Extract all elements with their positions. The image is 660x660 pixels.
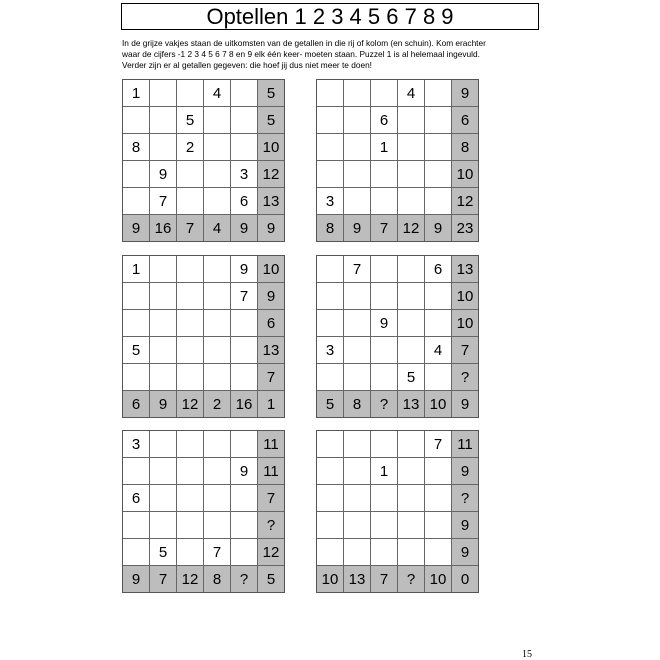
grid-cell[interactable]	[204, 512, 230, 538]
sum-cell: 9	[258, 215, 284, 241]
sum-cell: 6	[123, 391, 149, 417]
sum-cell: 5	[258, 80, 284, 106]
grid-cell[interactable]	[398, 310, 424, 336]
sum-cell: 7	[371, 215, 397, 241]
grid-cell[interactable]	[317, 161, 343, 187]
grid-cell[interactable]	[398, 161, 424, 187]
sum-cell: 9	[123, 566, 149, 592]
sum-cell: 13	[258, 337, 284, 363]
grid-cell[interactable]	[150, 512, 176, 538]
instruction-line: waar de cijfers -1 2 3 4 5 6 7 8 en 9 elk één keer- moeten staan. Puzzel 1 is al helemaal ingevuld.	[122, 49, 480, 59]
grid-cell[interactable]	[204, 485, 230, 511]
grid-cell[interactable]	[150, 458, 176, 484]
sum-cell: 7	[371, 566, 397, 592]
sum-cell: 6	[258, 310, 284, 336]
sum-cell: 9	[452, 539, 478, 565]
grid-cell[interactable]	[371, 337, 397, 363]
sum-cell: 9	[452, 80, 478, 106]
sum-cell: 0	[452, 566, 478, 592]
grid-cell[interactable]	[344, 539, 370, 565]
grid-cell[interactable]	[317, 539, 343, 565]
instruction-line: Verder zijn er al getallen gegeven: die hoef jij dus niet meer te doen!	[122, 60, 372, 70]
sum-cell: 8	[344, 391, 370, 417]
sum-cell: 9	[452, 458, 478, 484]
grid-cell[interactable]	[123, 512, 149, 538]
grid-cell[interactable]	[344, 161, 370, 187]
sum-cell: 9	[452, 512, 478, 538]
grid-cell[interactable]	[204, 337, 230, 363]
grid-cell[interactable]	[177, 458, 203, 484]
grid-cell[interactable]	[150, 431, 176, 457]
grid-cell[interactable]	[371, 188, 397, 214]
grid-cell[interactable]: 5	[150, 539, 176, 565]
grid-cell[interactable]	[425, 539, 451, 565]
grid-cell[interactable]	[344, 188, 370, 214]
page-title: Optellen 1 2 3 4 5 6 7 8 9	[121, 3, 539, 30]
grid-cell[interactable]	[371, 283, 397, 309]
grid-cell[interactable]	[398, 134, 424, 160]
grid-cell[interactable]	[425, 188, 451, 214]
grid-cell[interactable]	[150, 256, 176, 282]
sum-cell: 11	[258, 431, 284, 457]
grid-cell[interactable]: 1	[371, 458, 397, 484]
sum-cell: 5	[258, 107, 284, 133]
grid-cell[interactable]	[317, 107, 343, 133]
grid-cell[interactable]	[231, 539, 257, 565]
grid-cell[interactable]	[177, 364, 203, 390]
grid-cell[interactable]	[425, 512, 451, 538]
grid-cell[interactable]	[371, 485, 397, 511]
grid-cell[interactable]	[317, 134, 343, 160]
grid-cell[interactable]	[344, 431, 370, 457]
grid-cell[interactable]	[398, 431, 424, 457]
grid-cell[interactable]	[204, 161, 230, 187]
grid-cell[interactable]: 4	[398, 80, 424, 106]
grid-cell[interactable]	[177, 539, 203, 565]
grid-cell[interactable]	[344, 485, 370, 511]
sum-cell: 9	[425, 215, 451, 241]
sum-cell: ?	[371, 391, 397, 417]
grid-cell[interactable]	[398, 539, 424, 565]
grid-cell[interactable]: 2	[177, 134, 203, 160]
grid-cell[interactable]	[231, 431, 257, 457]
grid-cell[interactable]	[398, 458, 424, 484]
sum-cell: ?	[231, 566, 257, 592]
grid-cell[interactable]: 6	[371, 107, 397, 133]
puzzle-3	[122, 255, 285, 418]
sum-cell: 7	[452, 337, 478, 363]
grid-cell[interactable]: 1	[123, 256, 149, 282]
sum-cell: 12	[177, 566, 203, 592]
sum-cell: 7	[258, 364, 284, 390]
grid-cell[interactable]: 6	[123, 485, 149, 511]
sum-cell: 6	[452, 107, 478, 133]
grid-cell[interactable]: 7	[231, 283, 257, 309]
sum-cell: 8	[204, 566, 230, 592]
sum-cell: 9	[452, 391, 478, 417]
grid-cell[interactable]	[344, 364, 370, 390]
sum-cell: 9	[150, 391, 176, 417]
sum-cell: 9	[231, 215, 257, 241]
sum-cell: 8	[452, 134, 478, 160]
grid-cell[interactable]	[371, 80, 397, 106]
puzzle-5	[122, 430, 285, 593]
sum-cell: ?	[452, 364, 478, 390]
puzzle-4	[316, 255, 479, 418]
sum-cell: 13	[258, 188, 284, 214]
grid-cell[interactable]	[317, 310, 343, 336]
grid-cell[interactable]	[344, 80, 370, 106]
grid-cell[interactable]	[204, 107, 230, 133]
grid-cell[interactable]	[317, 283, 343, 309]
grid-cell[interactable]: 4	[425, 337, 451, 363]
grid-cell[interactable]: 3	[317, 188, 343, 214]
grid-cell[interactable]: 6	[231, 188, 257, 214]
sum-cell: ?	[398, 566, 424, 592]
grid-cell[interactable]: 5	[177, 107, 203, 133]
sum-cell: 7	[258, 485, 284, 511]
sum-cell: 16	[150, 215, 176, 241]
sum-cell: 10	[452, 283, 478, 309]
sum-cell: ?	[258, 512, 284, 538]
sum-cell: 10	[258, 134, 284, 160]
sum-cell: 7	[177, 215, 203, 241]
grid-cell[interactable]	[150, 80, 176, 106]
sum-cell: 10	[317, 566, 343, 592]
sum-cell: 9	[344, 215, 370, 241]
grid-cell[interactable]: 1	[371, 134, 397, 160]
grid-cell[interactable]	[204, 256, 230, 282]
grid-cell[interactable]	[204, 458, 230, 484]
grid-cell[interactable]: 9	[231, 256, 257, 282]
sum-cell: 12	[177, 391, 203, 417]
grid-cell[interactable]: 9	[231, 458, 257, 484]
grid-cell[interactable]	[231, 107, 257, 133]
sum-cell: 8	[317, 215, 343, 241]
grid-cell[interactable]: 5	[123, 337, 149, 363]
grid-cell[interactable]	[425, 283, 451, 309]
grid-cell[interactable]	[371, 256, 397, 282]
grid-cell[interactable]	[344, 512, 370, 538]
grid-cell[interactable]: 3	[317, 337, 343, 363]
grid-cell[interactable]	[231, 512, 257, 538]
sum-cell: 23	[452, 215, 478, 241]
sum-cell: 5	[258, 566, 284, 592]
sum-cell: 11	[452, 431, 478, 457]
page-number: 15	[522, 649, 532, 660]
grid-cell[interactable]	[204, 364, 230, 390]
grid-cell[interactable]	[123, 458, 149, 484]
grid-cell[interactable]: 3	[231, 161, 257, 187]
grid-cell[interactable]	[177, 485, 203, 511]
grid-cell[interactable]	[344, 310, 370, 336]
grid-cell[interactable]	[344, 458, 370, 484]
sum-cell: 13	[344, 566, 370, 592]
sum-cell: 2	[204, 391, 230, 417]
grid-cell[interactable]	[317, 80, 343, 106]
sum-cell: 12	[452, 188, 478, 214]
grid-cell[interactable]	[177, 337, 203, 363]
grid-cell[interactable]: 9	[371, 310, 397, 336]
grid-cell[interactable]	[344, 283, 370, 309]
grid-cell[interactable]	[123, 107, 149, 133]
grid-cell[interactable]	[231, 134, 257, 160]
grid-cell[interactable]	[150, 310, 176, 336]
grid-cell[interactable]	[177, 188, 203, 214]
grid-cell[interactable]: 7	[425, 431, 451, 457]
sum-cell: 10	[452, 310, 478, 336]
instructions	[122, 38, 547, 71]
grid-cell[interactable]	[425, 134, 451, 160]
grid-cell[interactable]	[204, 134, 230, 160]
grid-cell[interactable]	[425, 161, 451, 187]
grid-cell[interactable]	[344, 107, 370, 133]
grid-cell[interactable]	[317, 512, 343, 538]
grid-cell[interactable]	[123, 161, 149, 187]
grid-cell[interactable]: 3	[123, 431, 149, 457]
grid-cell[interactable]: 5	[398, 364, 424, 390]
grid-cell[interactable]	[204, 310, 230, 336]
grid-cell[interactable]	[317, 364, 343, 390]
sum-cell: 16	[231, 391, 257, 417]
grid-cell[interactable]	[398, 283, 424, 309]
sum-cell: 1	[258, 391, 284, 417]
grid-cell[interactable]	[425, 485, 451, 511]
grid-cell[interactable]	[150, 107, 176, 133]
grid-cell[interactable]	[177, 80, 203, 106]
grid-cell[interactable]	[123, 364, 149, 390]
grid-cell[interactable]	[398, 337, 424, 363]
grid-cell[interactable]	[344, 134, 370, 160]
grid-cell[interactable]	[371, 431, 397, 457]
grid-cell[interactable]	[231, 485, 257, 511]
sum-cell: 11	[258, 458, 284, 484]
sum-cell: ?	[452, 485, 478, 511]
grid-cell[interactable]	[177, 283, 203, 309]
grid-cell[interactable]	[123, 539, 149, 565]
grid-cell[interactable]	[371, 161, 397, 187]
grid-cell[interactable]	[398, 107, 424, 133]
sum-cell: 13	[398, 391, 424, 417]
grid-cell[interactable]	[150, 485, 176, 511]
grid-cell[interactable]	[204, 188, 230, 214]
grid-cell[interactable]: 7	[344, 256, 370, 282]
grid-cell[interactable]: 8	[123, 134, 149, 160]
grid-cell[interactable]	[371, 364, 397, 390]
sum-cell: 10	[425, 566, 451, 592]
grid-cell[interactable]	[177, 431, 203, 457]
sum-cell: 12	[258, 161, 284, 187]
grid-cell[interactable]	[177, 310, 203, 336]
grid-cell[interactable]	[425, 310, 451, 336]
grid-cell[interactable]	[123, 188, 149, 214]
grid-cell[interactable]	[398, 256, 424, 282]
sum-cell: 10	[425, 391, 451, 417]
instruction-line: In de grijze vakjes staan de uitkomsten van de getallen in die rij of kolom (en schuin). Kom erachter	[122, 38, 486, 48]
grid-cell[interactable]	[177, 256, 203, 282]
sum-cell: 10	[452, 161, 478, 187]
grid-cell[interactable]	[317, 458, 343, 484]
grid-cell[interactable]	[398, 188, 424, 214]
grid-cell[interactable]	[150, 134, 176, 160]
grid-cell[interactable]	[204, 283, 230, 309]
grid-cell[interactable]	[398, 485, 424, 511]
grid-cell[interactable]	[425, 107, 451, 133]
grid-cell[interactable]	[231, 310, 257, 336]
grid-cell[interactable]	[150, 283, 176, 309]
sum-cell: 4	[204, 215, 230, 241]
grid-cell[interactable]: 4	[204, 80, 230, 106]
grid-cell[interactable]	[231, 80, 257, 106]
grid-cell[interactable]	[123, 310, 149, 336]
grid-cell[interactable]	[317, 256, 343, 282]
sum-cell: 12	[398, 215, 424, 241]
grid-cell[interactable]: 6	[425, 256, 451, 282]
sum-cell: 13	[452, 256, 478, 282]
sum-cell: 12	[258, 539, 284, 565]
grid-cell[interactable]	[177, 512, 203, 538]
sum-cell: 5	[317, 391, 343, 417]
grid-cell[interactable]	[425, 80, 451, 106]
grid-cell[interactable]	[177, 161, 203, 187]
puzzle-2	[316, 79, 479, 242]
grid-cell[interactable]	[425, 458, 451, 484]
grid-cell[interactable]: 7	[204, 539, 230, 565]
sum-cell: 10	[258, 256, 284, 282]
grid-cell[interactable]	[371, 512, 397, 538]
grid-cell[interactable]	[204, 431, 230, 457]
puzzle-1	[122, 79, 285, 242]
grid-cell[interactable]	[344, 337, 370, 363]
sum-cell: 9	[258, 283, 284, 309]
grid-cell[interactable]	[123, 283, 149, 309]
grid-cell[interactable]	[150, 364, 176, 390]
grid-cell[interactable]: 1	[123, 80, 149, 106]
grid-cell[interactable]	[425, 364, 451, 390]
grid-cell[interactable]	[398, 512, 424, 538]
grid-cell[interactable]	[150, 337, 176, 363]
grid-cell[interactable]	[371, 539, 397, 565]
sum-cell: 9	[123, 215, 149, 241]
grid-cell[interactable]: 7	[150, 188, 176, 214]
grid-cell[interactable]	[317, 431, 343, 457]
grid-cell[interactable]	[231, 337, 257, 363]
puzzle-6	[316, 430, 479, 593]
grid-cell[interactable]	[231, 364, 257, 390]
sum-cell: 7	[150, 566, 176, 592]
grid-cell[interactable]	[317, 485, 343, 511]
grid-cell[interactable]: 9	[150, 161, 176, 187]
